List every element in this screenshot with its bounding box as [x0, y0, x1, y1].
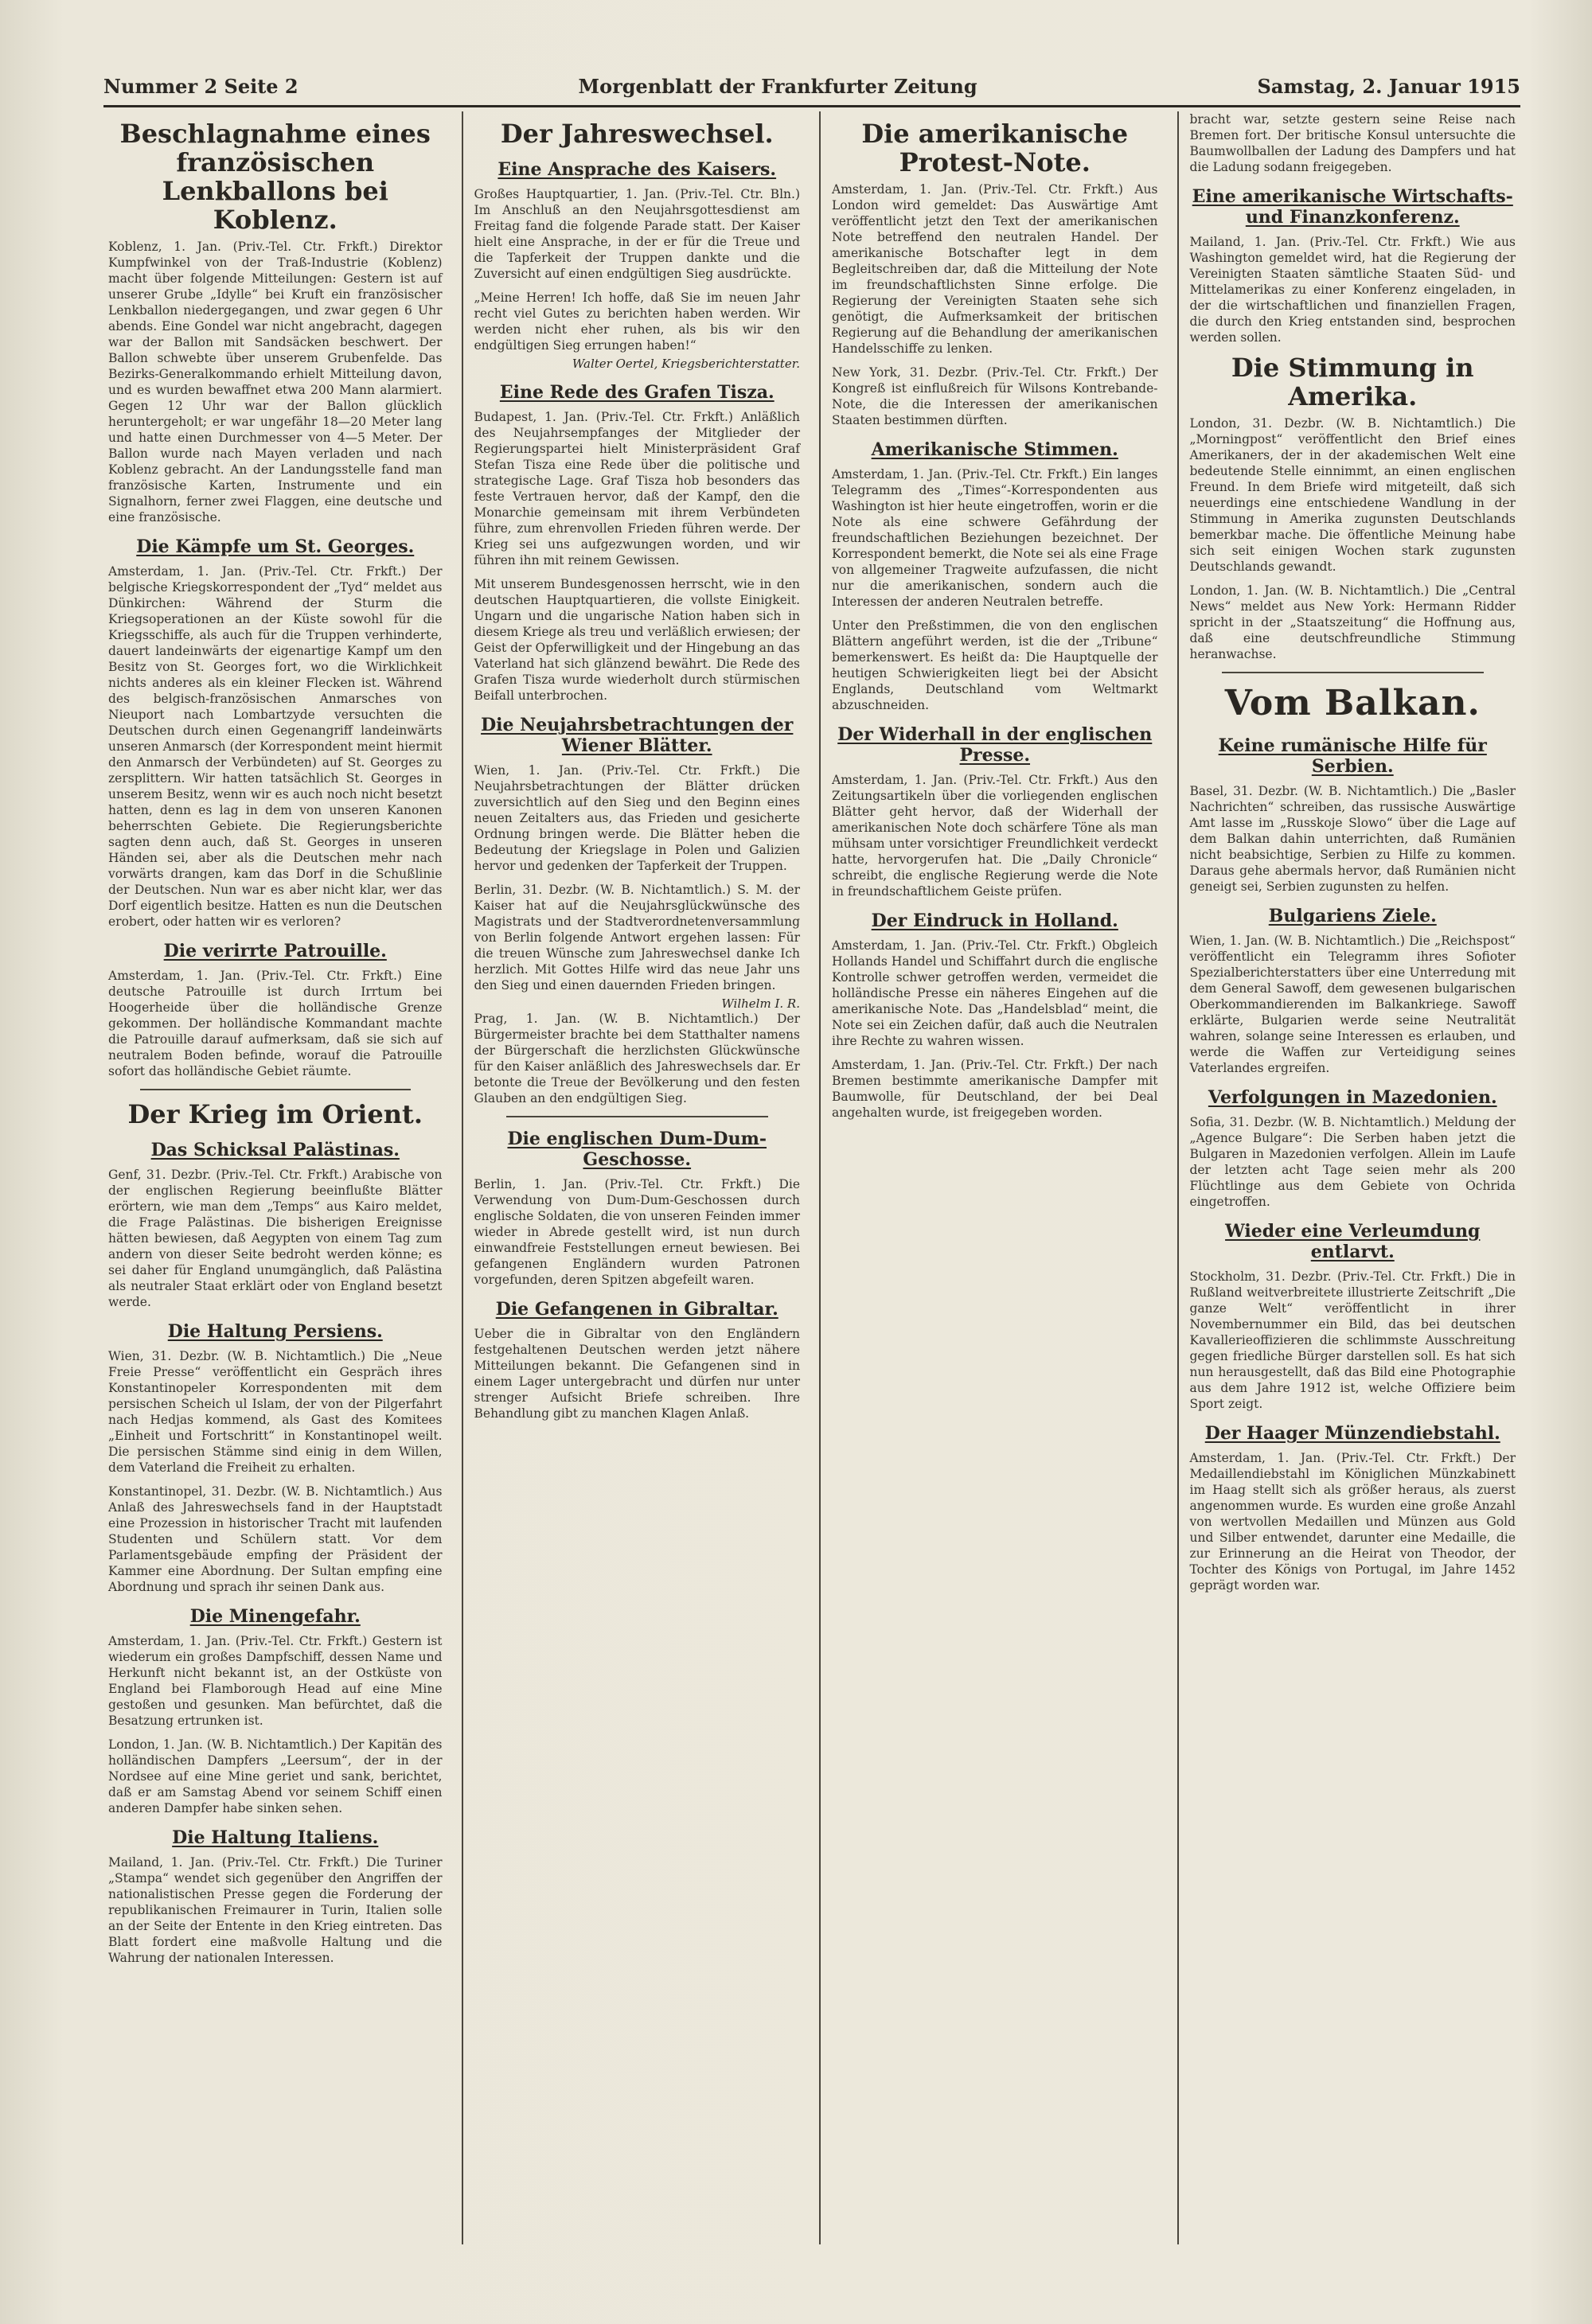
article-prag: Prag, 1. Jan. (W. B. Nichtamtlich.) Der Bürgermeister brachte bei dem Statthalter namens der Bürgerschaft die herzlichsten Glückwünsche für den Kaiser anläßlich des Jahreswechsels dar. Er betonte die Treue der Bevölkerung und den festen Glauben an den endgültigen Sieg.	[474, 1012, 800, 1105]
article-stimmung: London, 31. Dezbr. (W. B. Nichtamtlich.) Die „Morningpost“ veröffentlicht den Brief eines Amerikaners, der in der akademischen Welt eine bedeutende Stelle einnimmt, an einen englischen Freund. In dem Briefe wird mitgeteilt, daß sich neuerdings eine entschiedene Wandlung in der Stimmung in Amerika zugunsten Deutschlands bemerkbar mache. Die öffentliche Meinung habe sich seit einigen Wochen stark zugunsten Deutschlands gewandt.	[1189, 416, 1516, 574]
article-tisza-2: Mit unserem Bundesgenossen herrscht, wie in den deutschen Hauptquartieren, die vollste Einigkeit. Ungarn und die ungarische Nation haben sich in diesem Kriege als treu und verläßlich erwiesen; der Geist der Opferwilligkeit und der Hingebung an das Vaterland hat sich glänzend bewährt. Die Rede des Grafen Tisza wurde wiederholt durch stürmischen Beifall unterbrochen.	[474, 577, 801, 703]
article-kaiser-2: „Meine Herren! Ich hoffe, daß Sie im neuen Jahr recht viel Gutes zu berichten haben werden. Wir werden nicht eher ruhen, als bis wir den endgültigen Sieg errungen haben!“	[474, 290, 800, 353]
headline-georges: Die Kämpfe um St. Georges.	[136, 536, 415, 557]
separator	[506, 1116, 769, 1117]
headline-stimmung: Die Stimmung in Amerika.	[1231, 353, 1474, 411]
masthead-date: Samstag, 2. Januar 1915	[1257, 74, 1520, 98]
headline-wirtschaft: Eine amerikanische Wirtschafts- und Finanzkonferenz.	[1192, 186, 1513, 228]
article-italien: Mailand, 1. Jan. (Priv.-Tel. Ctr. Frkft.) Die Turiner „Stampa“ wendet sich gegenüber den Angriffen der nationalistischen Presse gegen die Forderung der republikanischen Freimaurer in Turin, Italien solle an der Seite der Entente in den Krieg eintreten. Das Blatt fordert eine maßvolle Haltung und die Wahrung der nationalen Interessen.	[108, 1855, 443, 1965]
headline-muenzen: Der Haager Münzendiebstahl.	[1204, 1423, 1500, 1444]
article-palaestina: Genf, 31. Dezbr. (Priv.-Tel. Ctr. Frkft.) Arabische von der englischen Regierung beeinflußte Blätter erörtern, wie man dem „Temps“ aus Kairo meldet, die Frage Palästinas. Die bisherigen Ereignisse hätten bewiesen, daß Aegypten von einem Tag zum andern von dieser Seite bedroht werden könne; es sei daher für England unumgänglich, daß Palästina als neutraler Staat erklärt oder von England besetzt werde.	[108, 1168, 443, 1309]
article-newyork: New York, 31. Dezbr. (Priv.-Tel. Ctr. Frkft.) Der Kongreß ist einflußreich für Wilsons Kontrebande-Note, die die Interessen der amerikanischen Staaten bestimmen dürften.	[832, 365, 1158, 427]
column-1	[103, 111, 447, 2244]
headline-holland: Der Eindruck in Holland.	[871, 910, 1118, 931]
headline-persien: Die Haltung Persiens.	[167, 1321, 383, 1342]
article-stimmen-2: Unter den Preßstimmen, die von den englischen Blättern angeführt werden, ist die der „Tribune“ bemerkenswert. Es heißt da: Die Hauptquelle der heutigen Schwierigkeiten liegt bei der Absicht Englands, Deutschland vom Weltmarkt abzuschneiden.	[832, 618, 1158, 712]
article-minen: Amsterdam, 1. Jan. (Priv.-Tel. Ctr. Frkft.) Gestern ist wiederum ein großes Dampfschiff, dessen Name und Herkunft nicht bekannt ist, an der Ostküste von England bei Flamborough Head auf eine Mine gestoßen und gesunken. Man befürchtet, daß die Besatzung ertrunken ist.	[108, 1634, 443, 1728]
headline-note: Die amerikanische Protest-Note.	[861, 119, 1129, 177]
article-gibraltar: Ueber die in Gibraltar von den Engländern festgehaltenen Deutschen werden jetzt nähere Mitteilungen bekannt. Die Gefangenen sind in einem Lager untergebracht und dürfen nur unter strenger Aufsicht Briefe schreiben. Ihre Behandlung gibt zu manchen Klagen Anlaß.	[474, 1327, 800, 1421]
article-ballon: Koblenz, 1. Jan. (Priv.-Tel. Ctr. Frkft.) Direktor Kumpfwinkel von der Traß-Industrie (Koblenz) macht über folgende Mitteilungen: Gestern ist auf unserer Grube „Idylle“ bei Kruft ein französischer Lenkballon niedergegangen, und zwar gegen 6 Uhr abends. Eine Gondel war nicht angebracht, dagegen war der Ballon mit Sandsäcken beschwert. Der Ballon schwebte über unserem Grubenfelde. Das Bezirks-Generalkommando erhielt Mitteilung davon, und es wurden bewaffnet etwa 200 Mann alarmiert. Gegen 12 Uhr war der Ballon glücklich heruntergeholt; er war ungefähr 18—20 Meter lang und hatte einen Durchmesser von 4—5 Meter. Der Ballon wurde nach Mayen verladen und nach Koblenz gebracht. An der Landungsstelle fand man französische Karten, Instrumente und ein Signalhorn, ferner zwei Flaggen, eine deutsche und eine französische.	[108, 240, 443, 524]
article-baumwolle: Amsterdam, 1. Jan. (Priv.-Tel. Ctr. Frkft.) Der nach Bremen bestimmte amerikanische Dampfer mit Baumwolle, für Deutschland, der bei Deal angehalten wurde, ist freigegeben worden.	[832, 1058, 1158, 1120]
signature-berlin: Wilhelm I. R.	[721, 996, 800, 1011]
column-3	[819, 111, 1163, 2244]
headline-verleumdung: Wieder eine Verleumdung entlarvt.	[1225, 1221, 1481, 1262]
headline-gibraltar: Die Gefangenen in Gibraltar.	[495, 1299, 778, 1320]
article-neujahr: Wien, 1. Jan. (Priv.-Tel. Ctr. Frkft.) Die Neujahrsbetrachtungen der Blätter drücken zuversichtlich auf den Sieg und den Beginn eines neuen Zeitalters aus, das Frieden und gesicherte Ordnung bringen werde. Die Blätter heben die Bedeutung der Kriegslage in Polen und Galizien hervor und gedenken der Tapferkeit der Truppen.	[474, 763, 800, 873]
headline-jahreswechsel: Der Jahreswechsel.	[500, 119, 774, 149]
headline-ballon: Beschlagnahme eines französischen Lenkballons bei Koblenz.	[119, 119, 431, 235]
article-konstantinopel: Konstantinopel, 31. Dezbr. (W. B. Nichtamtlich.) Aus Anlaß des Jahreswechsels fand in der Hauptstadt eine Prozession in historischer Tracht mit laufenden Studenten und Schülern statt. Vor dem Parlamentsgebäude empfing der Präsident der Kammer eine Abordnung. Der Sultan empfing eine Abordnung und sprach ihr seinen Dank aus.	[108, 1484, 443, 1594]
article-minen-2: London, 1. Jan. (W. B. Nichtamtlich.) Der Kapitän des holländischen Dampfers „Leersum“, der in der Nordsee auf eine Mine geriet und sank, berichtet, daß er am Samstag Abend vor seinem Schiff einen anderen Dampfer habe sinken sehen.	[108, 1737, 443, 1815]
article-widerhall: Amsterdam, 1. Jan. (Priv.-Tel. Ctr. Frkft.) Aus den Zeitungsartikeln über die vorliegenden englischen Blätter geht hervor, daß der Widerhall der amerikanischen Note doch schärfere Töne als man mühsam unter vorsichtiger Freundlichkeit verdeckt hatte, hervorgerufen hat. Die „Daily Chronicle“ schreibt, die englische Regierung werde die Note in freundschaftlichem Geiste prüfen.	[832, 773, 1158, 899]
article-rumaenien: Basel, 31. Dezbr. (W. B. Nichtamtlich.) Die „Basler Nachrichten“ schreiben, das russische Auswärtige Amt lasse im „Russkoje Slowo“ über die Lage auf dem Balkan dahin unterrichten, daß Rumänien nicht beabsichtige, Serbien zu Hilfe zu kommen. Daraus gehe abermals hervor, daß Rumänien nicht geneigt sei, Serbien zugunsten zu helfen.	[1189, 784, 1516, 894]
article-wirtschaft: Mailand, 1. Jan. (Priv.-Tel. Ctr. Frkft.) Wie aus Washington gemeldet wird, hat die Regierung der Vereinigten Staaten sämtliche Staaten Süd- und Mittelamerikas zu einer Konferenz eingeladen, in der die wirtschaftlichen und finanziellen Fragen, die durch den Krieg entstanden sind, besprochen werden sollen.	[1189, 235, 1516, 345]
headline-rumaenien: Keine rumänische Hilfe für Serbien.	[1218, 735, 1487, 777]
masthead-rule	[103, 105, 1520, 107]
article-stimmen: Amsterdam, 1. Jan. (Priv.-Tel. Ctr. Frkft.) Ein langes Telegramm des „Times“-Korrespondenten aus Washington ist hier heute eingetroffen, worin er die Note als eine schwere Gefährdung der freundschaftlichen Beziehungen bezeichnet. Der Korrespondent bemerkt, die Note sei als eine Frage von allgemeiner Tragweite aufzufassen, die nicht nur die amerikanischen, sondern auch die Interessen der anderen Neutralen betreffe.	[832, 467, 1158, 609]
article-holland: Amsterdam, 1. Jan. (Priv.-Tel. Ctr. Frkft.) Obgleich Hollands Handel und Schiffahrt durch die englische Kontrolle schwer getroffen werden, vermeidet die holländische Presse ein näheres Eingehen auf die amerikanische Note. Das „Handelsblad“ meint, die Note sei ein Zeichen dafür, daß auch die Neutralen ihre Rechte zu wahren wissen.	[832, 938, 1158, 1048]
article-note: Amsterdam, 1. Jan. (Priv.-Tel. Ctr. Frkft.) Aus London wird gemeldet: Das Auswärtige Amt veröffentlicht jetzt den Text der amerikanischen Note betreffend den neutralen Handel. Der amerikanische Botschafter legt in dem Begleitschreiben dar, daß die Mitteilung der Note im freundschaftlichsten Sinne erfolge. Die Regierung der Vereinigten Staaten sehe sich genötigt, die Aufmerksamkeit der britischen Regierung auf die Behandlung der amerikanischen Handelsschiffe zu lenken.	[832, 182, 1158, 356]
headline-mazedonien: Verfolgungen in Mazedonien.	[1208, 1087, 1497, 1108]
headline-tisza: Eine Rede des Grafen Tisza.	[499, 382, 775, 403]
column-4	[1177, 111, 1521, 2244]
headline-stimmen: Amerikanische Stimmen.	[871, 439, 1118, 460]
article-patrouille: Amsterdam, 1. Jan. (Priv.-Tel. Ctr. Frkft.) Eine deutsche Patrouille ist durch Irrtum bei Hoogerheide über die holländische Grenze gekommen. Der holländische Kommandant machte die Patrouille darauf aufmerksam, daß sie sich auf neutralem Boden befinde, worauf die Patrouille sofort das holländische Gebiet räumte.	[108, 969, 443, 1078]
article-mazedonien: Sofia, 31. Dezbr. (W. B. Nichtamtlich.) Meldung der „Agence Bulgare“: Die Serben haben jetzt die Bulgaren in Mazedonien verfolgen. Allein im Laufe der letzten acht Tage seien mehr als 200 Flüchtlinge aus dem Gebiete von Ochrida eingetroffen.	[1189, 1115, 1516, 1209]
article-berlin: Berlin, 31. Dezbr. (W. B. Nichtamtlich.) S. M. der Kaiser hat auf die Neujahrsglückwünsche des Magistrats und der Stadtverordnetenversammlung von Berlin folgende Antwort ergehen lassen: Für die treuen Wünsche zum Jahreswechsel danke Ich herzlich. Mit Gottes Hilfe wird das neue Jahr uns den Sieg und einen dauernden Frieden bringen.	[474, 883, 800, 992]
headline-minen: Die Minengefahr.	[189, 1606, 361, 1627]
article-top-continued: bracht war, setzte gestern seine Reise nach Bremen fort. Der britische Konsul untersuchte die Baumwollballen der Ladung des Dampfers und hat die Ladung sodann freigegeben.	[1189, 112, 1516, 174]
headline-krieg-orient: Der Krieg im Orient.	[127, 1099, 423, 1129]
article-verleumdung: Stockholm, 31. Dezbr. (Priv.-Tel. Ctr. Frkft.) Die in Rußland weitverbreitete illustrierte Zeitschrift „Die ganze Welt“ veröffentlicht in ihrer Novembernummer ein Bild, das bei deutschen Kavallerieoffizieren die schlimmste Ausschreitung gegen friedliche Bürger darstellen soll. Es hat sich nun herausgestellt, daß das Bild eine Photographie aus dem Jahre 1912 ist, welche Offiziere beim Sport zeigt.	[1189, 1269, 1516, 1411]
headline-dumdum: Die englischen Dum-Dum-Geschosse.	[507, 1129, 767, 1170]
masthead-title: Morgenblatt der Frankfurter Zeitung	[578, 74, 977, 98]
article-dumdum: Berlin, 1. Jan. (Priv.-Tel. Ctr. Frkft.) Die Verwendung von Dum-Dum-Geschossen durch englische Soldaten, die von unseren Feinden immer wieder in Abrede gestellt wird, ist nun durch einwandfreie Feststellungen erneut bewiesen. Bei gefangenen Engländern wurden Patronen vorgefunden, deren Spitzen abgefeilt waren.	[474, 1177, 800, 1287]
masthead	[103, 68, 1520, 103]
separator	[140, 1089, 411, 1090]
headline-italien: Die Haltung Italiens.	[172, 1827, 379, 1848]
headline-neujahr: Die Neujahrsbetrachtungen der Wiener Blätter.	[481, 715, 794, 756]
headline-patrouille: Die verirrte Patrouille.	[163, 941, 387, 961]
headline-widerhall: Der Widerhall in der englischen Presse.	[837, 724, 1153, 766]
article-persien: Wien, 31. Dezbr. (W. B. Nichtamtlich.) Die „Neue Freie Presse“ veröffentlicht ein Gespräch ihres Konstantinopeler Korrespondenten mit dem persischen Scheich ul Islam, der von der Pilgerfahrt nach Hedjas kommend, als Gast des Komitees „Einheit und Fortschritt“ in Konstantinopel weilt. Die persischen Stämme sind einig in dem Willen, dem Vaterland die Freiheit zu erhalten.	[108, 1349, 443, 1475]
article-tisza: Budapest, 1. Jan. (Priv.-Tel. Ctr. Frkft.) Anläßlich des Neujahrsempfanges der Mitglieder der Regierungspartei hielt Ministerpräsident Graf Stefan Tisza eine Rede über die politische und strategische Lage. Graf Tisza hob besonders das feste Vertrauen hervor, daß der Kampf, den die Monarchie gemeinsam mit ihrem Verbündeten führe, zum ehrenvollen Frieden führen werde. Der Krieg sei uns aufgezwungen worden, und wir führen ihn mit reinem Gewissen.	[474, 410, 800, 567]
article-kaiser: Großes Hauptquartier, 1. Jan. (Priv.-Tel. Ctr. Bln.) Im Anschluß an den Neujahrsgottesdienst am Freitag fand die folgende Parade statt. Der Kaiser hielt eine Ansprache, in der er für die Treue und die Tapferkeit der Truppen dankte und die Zuversicht auf einen endgültigen Sieg ausdrückte.	[474, 187, 800, 281]
article-bulgarien: Wien, 1. Jan. (W. B. Nichtamtlich.) Die „Reichspost“ veröffentlicht ein Telegramm ihres Sofioter Spezialberichterstatters über eine Unterredung mit dem General Sawoff, dem gewesenen bulgarischen Oberkommandierenden im Balkankriege. Sawoff erklärte, Bulgarien werde seine Neutralität wahren, solange seine Interessen es erlauben, und werde die Waffen zur Verteidigung seines Vaterlandes ergreifen.	[1189, 934, 1516, 1075]
signature-kaiser: Walter Oertel, Kriegsberichterstatter.	[572, 357, 800, 371]
headline-balkan: Vom Balkan.	[1224, 683, 1481, 723]
columns	[103, 111, 1520, 2244]
column-2	[462, 111, 806, 2244]
headline-kaiser: Eine Ansprache des Kaisers.	[498, 159, 777, 180]
article-stimmung-2: London, 1. Jan. (W. B. Nichtamtlich.) Die „Central News“ meldet aus New York: Hermann Ridder spricht in der „Staatszeitung“ die Hoffnung aus, daß eine deutschfreundliche Stimmung heranwachse.	[1189, 583, 1516, 661]
headline-palaestina: Das Schicksal Palästinas.	[150, 1140, 400, 1160]
masthead-issue: Nummer 2 Seite 2	[103, 74, 298, 98]
headline-bulgarien: Bulgariens Ziele.	[1268, 906, 1437, 926]
article-muenzen: Amsterdam, 1. Jan. (Priv.-Tel. Ctr. Frkft.) Der Medaillendiebstahl im Königlichen Münzkabinett im Haag stellt sich als größer heraus, als zuerst angenommen wurde. Es wurden eine große Anzahl von wertvollen Medaillen und Münzen aus Gold und Silber entwendet, darunter eine Medaille, die zur Erinnerung an die Heirat von Theodor, der Tochter des Königs von Portugal, im Jahre 1452 geprägt worden war.	[1189, 1451, 1516, 1593]
separator	[1222, 672, 1485, 673]
article-georges: Amsterdam, 1. Jan. (Priv.-Tel. Ctr. Frkft.) Der belgische Kriegskorrespondent der „Tyd“ meldet aus Dünkirchen: Während der Sturm die Kriegsoperationen an der Küste sowohl für die Kriegsschiffe, als auch für die Truppen verhinderte, dauert landeinwärts der eigenartige Kampf um den Besitz von St. Georges fort, wo die Wirklichkeit nichts anderes als ein kleiner Flecken ist. Während des belgisch-französischen Anmarsches von Nieuport nach Lombartzyde versuchten die Deutschen durch einen Gegenangriff landeinwärts unseren Anmarsch (der Korrespondent meint hiermit den Anmarsch der Verbündeten) auf St. Georges zu zersplittern. Wir hatten tatsächlich St. Georges in unserem Besitz, wenn wir es auch noch nicht besetzt hatten, denn es lag in dem von unseren Kanonen beherrschten Gebiete. Die Regierungsberichte sagten denn auch, daß St. Georges in unseren Händen sei, aber als die Deutschen mehr nach vorwärts drangen, kam das Dorf in die Schußlinie der Deutschen. Nun war es aber nicht klar, wer das Dorf eigentlich besitze. Hatten es nun die Deutschen erobert, oder hatten wir es verloren?	[108, 564, 443, 929]
